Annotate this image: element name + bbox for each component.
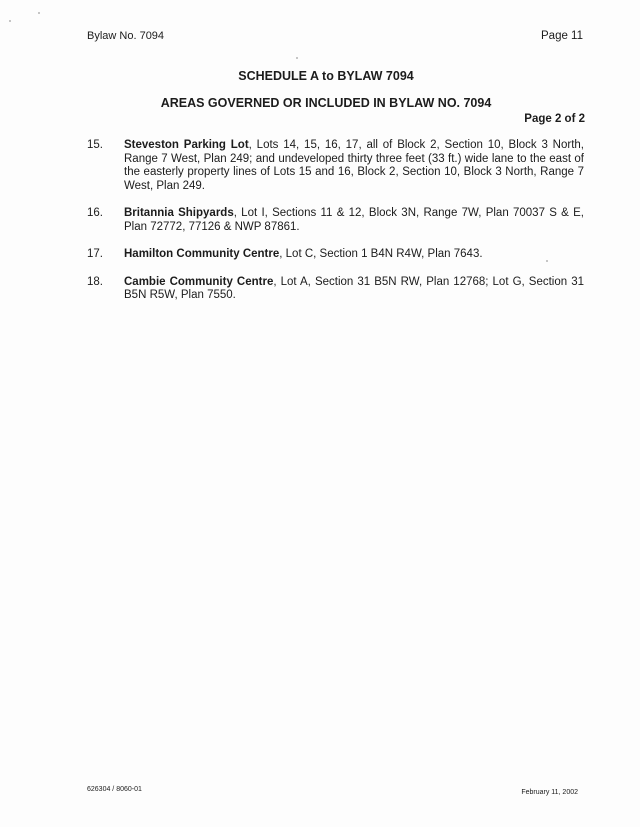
list-item [87,207,584,234]
item-number: 18. [87,275,103,288]
item-text: , Lots 14, 15, 16, 17, all of Block 2, Section 10, Block 3 North, Range 7 West, Plan 249; and undeveloped thirty three feet (33 ft.) wide lane to the east of the easterly property lines of Lots 15 and 16, Block 2, Section 10, Block 3 North, Range 7 West, Plan 249. [124,139,584,192]
item-text: , Lot I, Sections 11 & 12, Block 3N, Range 7W, Plan 70037 S & E, Plan 72772, 77126 & NWP 87861. [124,207,584,233]
item-name: Britannia Shipyards [124,207,234,219]
schedule-title: SCHEDULE A to BYLAW 7094 [238,69,414,83]
item-number: 16. [87,207,103,219]
list-item [87,139,584,193]
page-of-label: Page 2 of 2 [524,113,585,125]
item-name: Steveston Parking Lot [124,139,249,151]
item-name: Cambie Community Centre [124,275,274,288]
scan-speck [296,57,298,59]
bylaw-header: Bylaw No. 7094 [87,30,165,42]
list-item [87,248,584,262]
areas-list [87,139,584,317]
document-date: February 11, 2002 [521,789,578,796]
scan-speck [546,260,548,262]
item-description [124,139,584,193]
areas-title: AREAS GOVERNED OR INCLUDED IN BYLAW NO. 7094 [160,96,492,110]
item-text: , Lot C, Section 1 B4N R4W, Plan 7643. [279,248,483,260]
item-description [124,207,584,234]
document-reference: 626304 / 8060-01 [87,786,142,793]
item-description [124,248,584,262]
item-name: Hamilton Community Centre [124,248,280,260]
item-description [124,276,584,303]
scan-speck [9,20,11,22]
page-number: Page 11 [541,30,583,42]
item-number: 17. [87,248,103,260]
list-item [87,276,584,303]
scan-speck [38,12,40,14]
item-text: , Lot A, Section 31 B5N RW, Plan 12768; Lot G, Section 31 B5N R5W, Plan 7550. [124,275,584,301]
item-number: 15. [87,139,103,151]
